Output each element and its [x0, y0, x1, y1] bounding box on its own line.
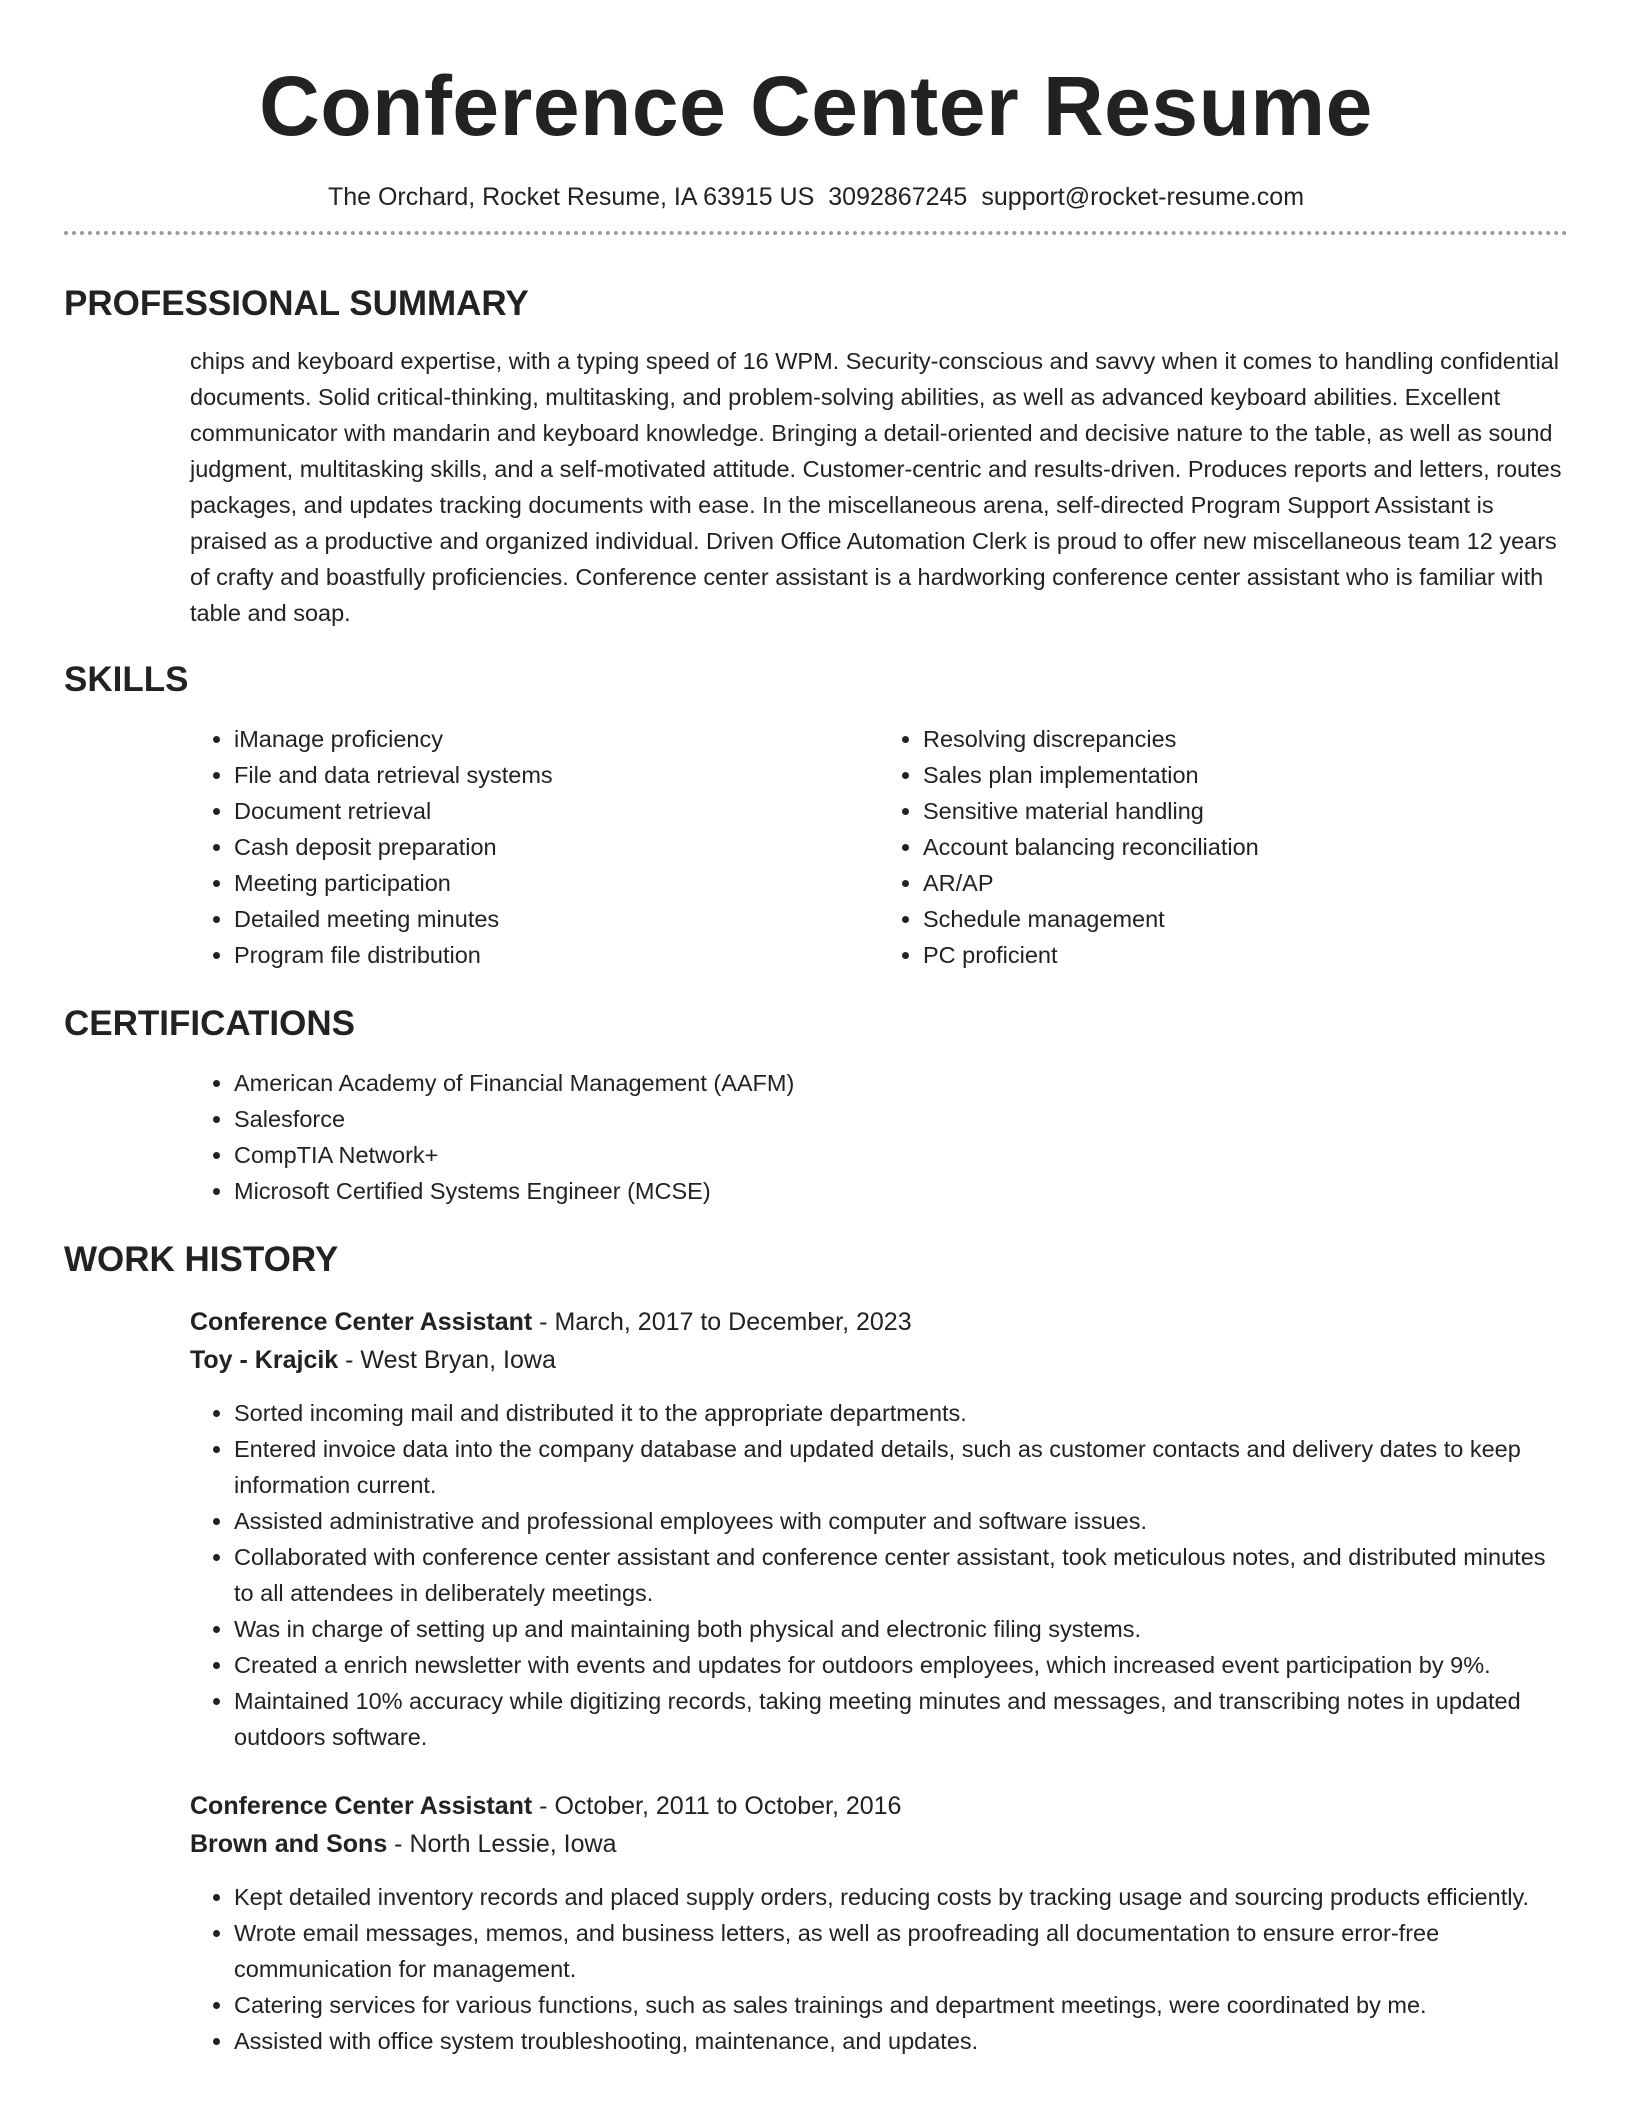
job-duty: • Was in charge of setting up and maintaining both physical and electronic filing systems.	[234, 1611, 1568, 1647]
skill-item: • Document retrieval	[234, 793, 879, 829]
summary-text: chips and keyboard expertise, with a typing speed of 16 WPM. Security-conscious and savvy when it comes to handling confidential documents. Solid critical-thinking, multitasking, and problem-solving abilities, as well as advanced keyboard abilities. Excellent communicator with mandarin and keyboard knowledge. Bringing a detail-oriented and decisive nature to the table, as well as sound judgment, multitasking skills, and a self-motivated attitude. Customer-centric and results-driven. Produces reports and letters, routes packages, and updates tracking documents with ease. In the miscellaneous arena, self-directed Program Support Assistant is praised as a productive and organized individual. Driven Office Automation Clerk is proud to offer new miscellaneous team 12 years of crafty and boastfully proficiencies. Conference center assistant is a hardworking conference center assistant who is familiar with table and soap.	[190, 348, 1562, 626]
certifications-section	[64, 1003, 1568, 1209]
contact-address: The Orchard, Rocket Resume, IA 63915 US	[327, 183, 815, 211]
summary-heading: PROFESSIONAL SUMMARY	[64, 284, 529, 323]
skill-item: • Cash deposit preparation	[234, 829, 879, 865]
contact-email[interactable]: support@rocket-resume.com	[981, 183, 1305, 211]
job-duty: • Assisted with office system troubleshooting, maintenance, and updates.	[234, 2023, 1568, 2059]
job-dates: - October, 2011 to October, 2016	[532, 1792, 902, 1820]
summary-section	[64, 283, 1568, 631]
job-duty: • Wrote email messages, memos, and business letters, as well as proofreading all documentation to ensure error-free communication for management.	[234, 1915, 1568, 1987]
job-company: Brown and Sons	[190, 1830, 388, 1858]
skill-item: • iManage proficiency	[234, 721, 879, 757]
job-title: Conference Center Assistant	[190, 1308, 533, 1336]
skills-section	[64, 659, 1568, 973]
resume-title: Conference Center Resume	[259, 59, 1373, 153]
skills-columns	[190, 721, 1568, 973]
certification-item: • American Academy of Financial Management (AAFM)	[234, 1065, 1568, 1101]
work-history-section	[64, 1239, 1568, 2059]
job-duty: • Assisted administrative and professional employees with computer and software issues.	[234, 1503, 1568, 1539]
skill-item: • File and data retrieval systems	[234, 757, 879, 793]
header-divider	[64, 231, 1568, 235]
job-location: - North Lessie, Iowa	[387, 1830, 617, 1858]
job-duty: • Sorted incoming mail and distributed it to the appropriate departments.	[234, 1395, 1568, 1431]
job-duty: • Entered invoice data into the company database and updated details, such as customer contacts and delivery dates to keep information current.	[234, 1431, 1568, 1503]
job-duties-list	[190, 1879, 1568, 2059]
contact-phone: 3092867245	[828, 183, 968, 211]
skill-item: • Sensitive material handling	[923, 793, 1568, 829]
certifications-list	[190, 1065, 1568, 1209]
job-duty: • Catering services for various functions, such as sales trainings and department meetings, were coordinated by me.	[234, 1987, 1568, 2023]
certification-item: • CompTIA Network+	[234, 1137, 1568, 1173]
job-title-line	[190, 1787, 1568, 1825]
job-duty: • Kept detailed inventory records and placed supply orders, reducing costs by tracking usage and sourcing products efficiently.	[234, 1879, 1568, 1915]
certifications-body	[190, 1065, 1568, 1209]
skill-item: • Schedule management	[923, 901, 1568, 937]
skills-heading: SKILLS	[64, 660, 189, 699]
skills-list-left	[190, 721, 879, 973]
skill-item: • Resolving discrepancies	[923, 721, 1568, 757]
job-title: Conference Center Assistant	[190, 1792, 533, 1820]
skill-item: • AR/AP	[923, 865, 1568, 901]
skill-item: • Account balancing reconciliation	[923, 829, 1568, 865]
job-company: Toy - Krajcik	[190, 1346, 339, 1374]
certifications-heading: CERTIFICATIONS	[64, 1004, 356, 1043]
job-entry	[190, 1303, 1568, 1755]
job-duty: • Collaborated with conference center assistant and conference center assistant, took meticulous notes, and distributed minutes to all attendees in deliberately meetings.	[234, 1539, 1568, 1611]
job-duty: • Created a enrich newsletter with events and updates for outdoors employees, which increased event participation by 9%.	[234, 1647, 1568, 1683]
contact-line	[64, 181, 1568, 213]
job-company-line	[190, 1341, 1568, 1379]
certification-item: • Microsoft Certified Systems Engineer (MCSE)	[234, 1173, 1568, 1209]
job-location: - West Bryan, Iowa	[338, 1346, 556, 1374]
skill-item: • Meeting participation	[234, 865, 879, 901]
skill-item: • Program file distribution	[234, 937, 879, 973]
job-duties-list	[190, 1395, 1568, 1755]
work-history-heading: WORK HISTORY	[64, 1240, 339, 1279]
skills-list-right	[879, 721, 1568, 973]
job-title-line	[190, 1303, 1568, 1341]
job-company-line	[190, 1825, 1568, 1863]
skill-item: • PC proficient	[923, 937, 1568, 973]
job-entry	[190, 1787, 1568, 2059]
skill-item: • Sales plan implementation	[923, 757, 1568, 793]
job-dates: - March, 2017 to December, 2023	[532, 1308, 912, 1336]
resume-page	[64, 0, 1568, 2112]
job-duty: • Maintained 10% accuracy while digitizing records, taking meeting minutes and messages, and transcribing notes in updated outdoors software.	[234, 1683, 1568, 1755]
certification-item: • Salesforce	[234, 1101, 1568, 1137]
skill-item: • Detailed meeting minutes	[234, 901, 879, 937]
